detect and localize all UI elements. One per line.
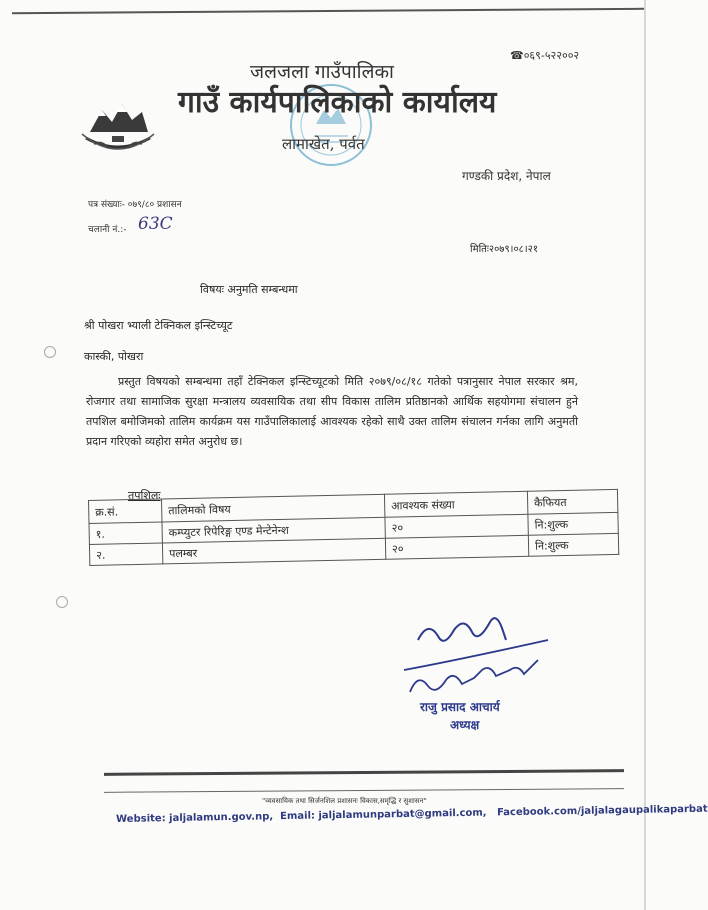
nepal-emblem-icon [72, 92, 164, 166]
signatory-name: राजु प्रसाद आचार्य [420, 700, 500, 714]
footer-contact [116, 804, 708, 825]
table-cell: कम्प्युटर रिपेरिङ्ग एण्ड मेन्टेनेन्श [162, 517, 385, 543]
email-link[interactable]: jaljalamunparbat@gmail.com, [318, 807, 487, 822]
table-cell: पलम्बर [162, 538, 385, 564]
table-cell: नि:शुल्क [528, 512, 618, 535]
top-border-line [12, 8, 644, 14]
letter-body: प्रस्तुत विषयको सम्बन्धमा तहाँ टेक्निकल इन्स्टिच्यूटको मिति २०७९/०८/१८ गतेको पत्रानुसार नेपाल सरकार श्रम, रोजगार तथा सामाजिक सुरक्षा मन्त्रालय व्यवसायिक तथा सीप विकास तालिम प्रतिष्ठानको आर्थिक सहयोगमा संचालन हुने तपशिल बमोजिमको तालिम कार्यक्रम यस गाउँपालिकालाई आवश्यक रहेको साथै उक्त तालिम संचालन गर्नका लागि अनुमती प्रदान गरिएको व्यहोरा समेत अनुरोध छ। [86, 375, 578, 448]
recipient-address: कास्की, पोखरा [84, 350, 144, 363]
footer-divider-thin [104, 788, 624, 793]
website-label: Website: [116, 813, 166, 825]
facebook-link[interactable]: Facebook.com/jaljalagaupalikaparbat [496, 803, 708, 819]
table-cell: १. [89, 522, 162, 545]
table-header-cell: आवश्यक संख्या [384, 491, 527, 517]
table-cell: २. [89, 543, 162, 566]
punch-hole [56, 596, 68, 608]
email-label: Email: [280, 810, 316, 823]
table-header-cell: कैफियत [527, 489, 617, 514]
org-name-line2: गाउँ कार्यपालिकाको कार्यालय [178, 85, 497, 120]
website-link[interactable]: jaljalamun.gov.np, [169, 811, 274, 825]
org-name-line1: जलजला गाउँपालिका [250, 61, 394, 83]
table-header-cell: तालिमको विषय [161, 494, 384, 522]
letter-subject: विषयः अनुमति सम्बन्धमा [200, 283, 298, 296]
training-table [88, 489, 619, 566]
recipient: श्री पोखरा भ्याली टेक्निकल इन्स्टिच्यूट [84, 319, 233, 332]
letter-number: पत्र संख्याः- ०७९/८० प्रशासन [88, 200, 182, 210]
page-edge [644, 0, 646, 910]
org-address: लामाखेत, पर्वत [282, 135, 365, 153]
dispatch-label: चलानी नं.:- [88, 225, 127, 235]
footer-motto: "व्यवसायिक तथा सिर्जनशिल प्रशासनः विकास,समृद्धि र सुशासन" [262, 797, 427, 805]
province: गण्डकी प्रदेश, नेपाल [462, 169, 551, 183]
details-label: तपशिलः [128, 489, 161, 502]
letter-date: मितिः२०७९।०८।२१ [470, 244, 539, 255]
handwritten-signature-icon [398, 600, 558, 704]
table-cell: नि:शुल्क [528, 533, 618, 556]
signatory-title: अध्यक्ष [450, 718, 480, 732]
punch-hole [44, 346, 56, 358]
footer-divider [104, 769, 624, 776]
table-cell: २० [385, 514, 528, 538]
table-header-cell: क्र.सं. [89, 499, 162, 524]
dispatch-number: 63C [138, 214, 173, 234]
table-cell: २० [385, 535, 528, 559]
phone-number: ☎०६९-५२२००२ [510, 49, 580, 62]
